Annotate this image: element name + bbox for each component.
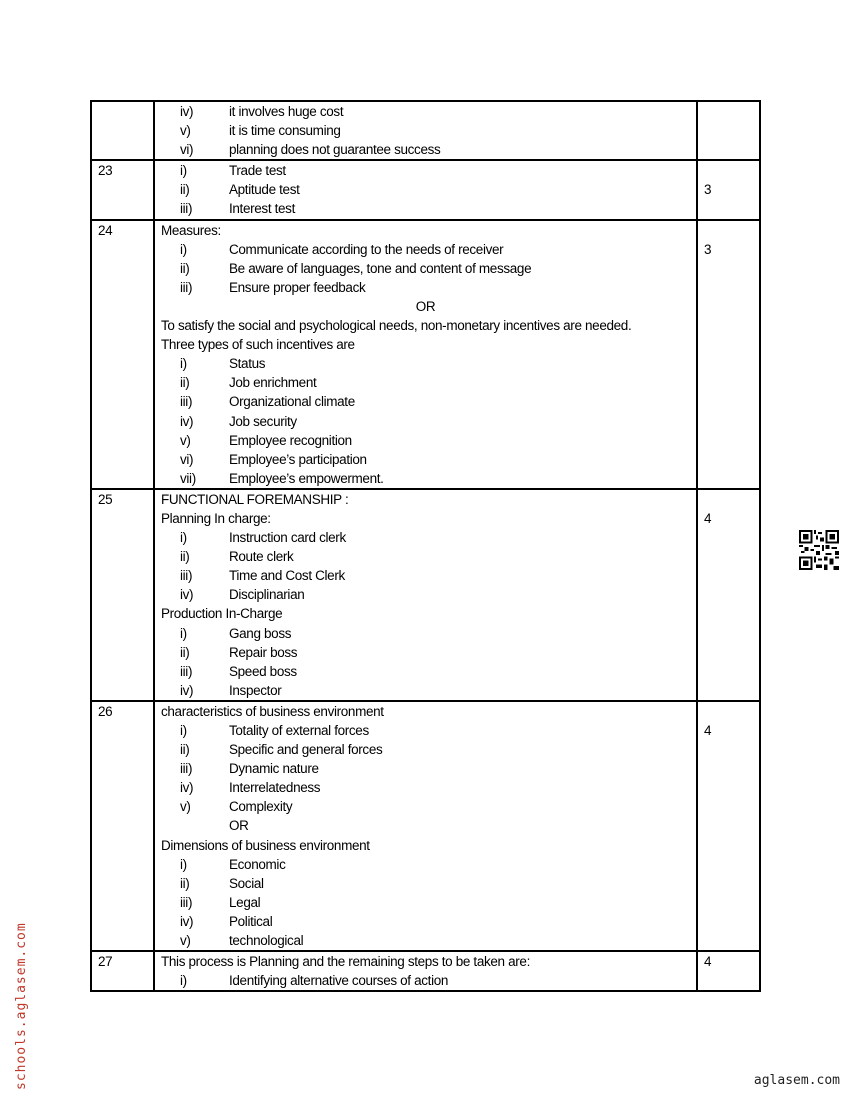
side-watermark: schools.aglasem.com (14, 922, 29, 1090)
list-item-text: Disciplinarian (229, 587, 305, 603)
list-item-text: Aptitude test (229, 182, 300, 198)
answer-text: This process is Planning and the remaining steps to be taken are: (161, 954, 530, 970)
list-item-text: Specific and general forces (229, 742, 383, 758)
or-divider: OR (415, 298, 436, 314)
answer-text: Measures: (161, 222, 221, 238)
answer-text: Planning In charge: (161, 510, 271, 526)
list-item-numeral: iii) (180, 279, 193, 295)
answer-text: Production In-Charge (161, 606, 283, 622)
list-item-text: Totality of external forces (229, 723, 369, 738)
list-item (155, 643, 696, 662)
list-item-numeral: v) (180, 432, 191, 448)
list-item-numeral: ii) (180, 375, 190, 391)
list-item (155, 740, 696, 759)
list-item-text: Legal (229, 894, 261, 910)
list-item-numeral: i) (180, 163, 187, 179)
list-item-text: Interrelatedness (229, 780, 321, 796)
marks-value: 3 (704, 241, 712, 257)
list-item (155, 759, 696, 778)
list-item (155, 199, 696, 218)
list-item-text: Route clerk (229, 549, 294, 565)
list-item (155, 778, 696, 797)
list-item-text: Gang boss (229, 625, 292, 641)
list-item-numeral: v) (180, 933, 191, 949)
answer-cell (154, 701, 697, 951)
answer-text: Three types of such incentives are (161, 337, 355, 353)
list-item-text: Employee recognition (229, 432, 352, 448)
list-item-text: Be aware of languages, tone and content of message (229, 260, 532, 276)
list-item (155, 392, 696, 411)
answer-text: To satisfy the social and psychological needs, non-monetary incentives are needed. (161, 318, 632, 334)
list-item-numeral: i) (180, 530, 187, 546)
list-item (155, 140, 696, 159)
answer-cell (154, 489, 697, 701)
list-item (155, 681, 696, 700)
list-item-text: Social (229, 875, 264, 891)
list-item-numeral: iv) (180, 913, 194, 929)
list-item-numeral: iv) (180, 104, 194, 119)
question-number (91, 220, 154, 489)
list-item-numeral: v) (180, 123, 191, 139)
list-item (155, 431, 696, 450)
marks-value: 4 (704, 954, 712, 970)
list-item-text: Ensure proper feedback (229, 279, 366, 295)
list-item-text: Repair boss (229, 644, 298, 660)
list-item (155, 624, 696, 643)
question-number (91, 701, 154, 951)
list-item (155, 278, 696, 297)
list-item-text: Inspector (229, 682, 282, 698)
list-item (155, 585, 696, 604)
list-item (155, 893, 696, 912)
list-item (155, 855, 696, 874)
list-item (155, 912, 696, 931)
list-item (155, 180, 696, 199)
list-item-numeral: vi) (180, 451, 194, 467)
list-item-numeral: ii) (180, 549, 190, 565)
list-item-numeral: ii) (180, 644, 190, 660)
list-item-numeral: iv) (180, 780, 194, 796)
list-item-numeral: ii) (180, 875, 190, 891)
answer-cell (154, 160, 697, 219)
marks-cell (697, 220, 760, 489)
list-item-text: it is time consuming (229, 123, 341, 139)
list-item-numeral: iii) (180, 663, 193, 679)
answer-row (91, 220, 760, 489)
list-item-text: Time and Cost Clerk (229, 568, 345, 584)
list-item-text: Economic (229, 856, 286, 872)
answer-row (91, 101, 760, 160)
marks-value: 3 (704, 182, 712, 198)
list-item-text: Identifying alternative courses of action (229, 973, 449, 989)
list-item-numeral: iii) (180, 394, 193, 410)
list-item (155, 450, 696, 469)
list-item-numeral: ii) (180, 260, 190, 276)
list-item-numeral: iii) (180, 894, 193, 910)
answer-row (91, 701, 760, 951)
list-item-numeral: iii) (180, 761, 193, 777)
list-item-text: Interest test (229, 201, 295, 217)
list-item-numeral: iv) (180, 413, 194, 429)
list-item-numeral: iv) (180, 587, 194, 603)
list-item (155, 102, 696, 121)
marks-cell (697, 951, 760, 991)
list-item-text: Employee’s empowerment. (229, 470, 384, 486)
question-number (91, 489, 154, 701)
question-number (91, 101, 154, 160)
list-item (155, 874, 696, 893)
list-item (155, 662, 696, 681)
list-item-text: Organizational climate (229, 394, 355, 410)
list-item-text: Trade test (229, 163, 286, 179)
list-item-text: Dynamic nature (229, 761, 319, 777)
list-item-text: Employee’s participation (229, 451, 367, 467)
list-item-text: Instruction card clerk (229, 530, 346, 546)
list-item (155, 797, 696, 816)
marks-value: 4 (704, 510, 712, 526)
list-item-text: planning does not guarantee success (229, 142, 441, 158)
question-number (91, 160, 154, 219)
question-number-text: 23 (98, 163, 113, 179)
list-item (155, 566, 696, 585)
qr-code-icon (799, 530, 839, 570)
list-item (155, 412, 696, 431)
marks-value: 4 (704, 723, 712, 738)
list-item-numeral: i) (180, 625, 187, 641)
answer-row (91, 160, 760, 219)
list-item-text: Complexity (229, 799, 293, 815)
list-item (155, 528, 696, 547)
question-number-text: 27 (98, 954, 113, 970)
list-item (155, 240, 696, 259)
list-item-numeral: i) (180, 973, 187, 989)
list-item (155, 721, 696, 740)
list-item-numeral: i) (180, 356, 187, 372)
answer-key-table (90, 100, 761, 992)
question-number-text: 25 (98, 491, 113, 507)
marks-cell (697, 489, 760, 701)
answer-text: Dimensions of business environment (161, 837, 370, 853)
question-number (91, 951, 154, 991)
list-item-numeral: i) (180, 856, 187, 872)
answer-row (91, 489, 760, 701)
list-item-numeral: i) (180, 723, 187, 738)
list-item-numeral: iv) (180, 682, 194, 698)
list-item-numeral: iii) (180, 201, 193, 217)
question-number-text: 24 (98, 222, 113, 238)
list-item (155, 469, 696, 488)
answer-cell (154, 951, 697, 991)
list-item-text: Political (229, 913, 273, 929)
list-item-text: OR (229, 818, 249, 834)
marks-cell (697, 101, 760, 160)
answer-text: characteristics of business environment (161, 703, 384, 719)
list-item-text: Status (229, 356, 266, 372)
list-item-text: Speed boss (229, 663, 297, 679)
list-item-text: it involves huge cost (229, 104, 344, 119)
list-item (155, 971, 696, 990)
question-number-text (98, 102, 153, 121)
list-item-numeral: vi) (180, 142, 194, 158)
list-item-text: Job enrichment (229, 375, 317, 391)
marks-cell (697, 160, 760, 219)
list-item (155, 931, 696, 950)
answer-cell (154, 101, 697, 160)
list-item-numeral: ii) (180, 182, 190, 198)
list-item (155, 816, 696, 835)
list-item (155, 354, 696, 373)
list-item-numeral: v) (180, 799, 191, 815)
marks-cell (697, 701, 760, 951)
list-item-text: Job security (229, 413, 297, 429)
answer-text: FUNCTIONAL FOREMANSHIP : (161, 491, 349, 507)
list-item-numeral: i) (180, 241, 187, 257)
footer-watermark: aglasem.com (753, 1073, 840, 1088)
question-number-text: 26 (98, 703, 113, 719)
list-item-numeral: ii) (180, 742, 190, 758)
answer-cell (154, 220, 697, 489)
list-item-numeral: vii) (180, 470, 196, 486)
list-item-numeral: iii) (180, 568, 193, 584)
list-item-text: technological (229, 933, 304, 949)
marks-value (704, 121, 759, 140)
list-item (155, 373, 696, 392)
list-item (155, 161, 696, 180)
list-item (155, 259, 696, 278)
list-item-text: Communicate according to the needs of receiver (229, 241, 504, 257)
list-item (155, 547, 696, 566)
answer-row (91, 951, 760, 991)
list-item (155, 121, 696, 140)
